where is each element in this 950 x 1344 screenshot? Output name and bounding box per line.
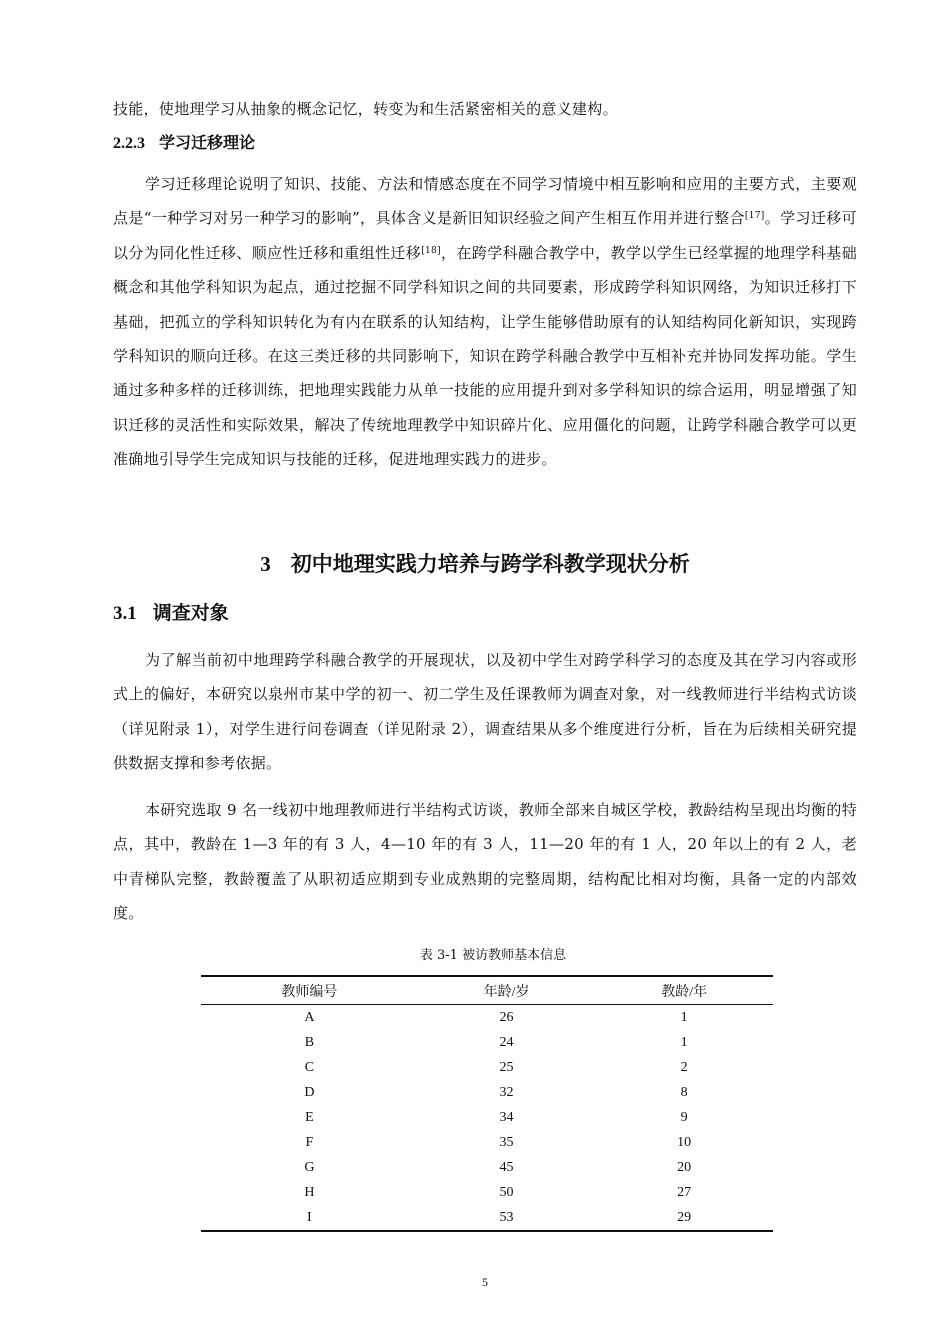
table-cell: I xyxy=(307,1209,312,1225)
table-cell: 24 xyxy=(499,1034,514,1050)
table-cell: 35 xyxy=(499,1134,514,1150)
table-cell: 29 xyxy=(677,1209,692,1225)
section-title: 学习迁移理论 xyxy=(159,133,256,152)
citation-ref: [17] xyxy=(744,211,765,222)
table-caption: 表 3-1 被访教师基本信息 xyxy=(419,948,567,963)
table-cell: 27 xyxy=(677,1184,692,1200)
table-cell: G xyxy=(304,1159,315,1175)
table-cell: 34 xyxy=(499,1109,514,1125)
section-heading-3-1 xyxy=(113,598,229,625)
table-cell: 25 xyxy=(499,1059,514,1075)
table-row xyxy=(201,1130,773,1155)
table-cell: 26 xyxy=(499,1009,514,1025)
table-row xyxy=(201,1080,773,1105)
section-number: 2.2.3 xyxy=(113,135,145,152)
chapter-heading-3 xyxy=(0,548,950,578)
table-cell: 10 xyxy=(677,1134,692,1150)
paragraph-transfer-theory xyxy=(113,167,857,477)
page-number: 5 xyxy=(482,1275,488,1289)
table-header-row xyxy=(201,976,773,1005)
section-title: 调查对象 xyxy=(152,602,229,624)
paragraph-text: ，在跨学科融合教学中，教学以学生已经掌握的地理学科基础概念和其他学科知识为起点，通过挖掘不同学科知识之间的共同要素，形成跨学科知识网络，为知识迁移打下基础，把孤立的学科知识转化为有内在联系的认知结构，让学生能够借助原有的认知结构同化新知识，实现跨学科知识的顺向迁移。在这三类迁移的共同影响下，知识在跨学科融合教学中互相补充并协同发挥功能。学生通过多种多样的迁移训练，把地理实践能力从单一技能的应用提升到对多学科知识的综合运用，明显增强了知识迁移的灵活性和实际效果，解决了传统地理教学中知识碎片化、应用僵化的问题，让跨学科融合教学可以更准确地引导学生完成知识与技能的迁移，促进地理实践力的进步。 xyxy=(113,243,857,469)
table-cell: 32 xyxy=(499,1084,514,1100)
column-header: 教师编号 xyxy=(281,984,338,1000)
paragraph-continuation: 技能，使地理学习从抽象的概念记忆，转变为和生活紧密相关的意义建构。 xyxy=(113,100,618,118)
table-cell: F xyxy=(305,1134,314,1150)
table-cell: 1 xyxy=(680,1034,688,1050)
table-cell: C xyxy=(304,1059,315,1075)
paragraph-text: 。学习迁移可以分为同化性迁移、顺应性迁移和重组性迁移 xyxy=(113,209,857,262)
table-cell: 1 xyxy=(680,1009,688,1025)
table-row xyxy=(201,1105,773,1130)
column-header: 教龄/年 xyxy=(661,984,708,1000)
table-cell: B xyxy=(304,1034,315,1050)
table-row xyxy=(201,1205,773,1231)
column-header: 年龄/岁 xyxy=(483,984,530,1000)
paragraph-text: 学习迁移理论说明了知识、技能、方法和情感态度在不同学习情境中相互影响和应用的主要方式，主要观点是“一种学习对另一种学习的影响”，具体含义是新旧知识经验之间产生相互作用并进行整合 xyxy=(113,175,857,228)
citation-ref: [18] xyxy=(421,245,441,256)
paragraph-teacher-interviews: 本研究选取 9 名一线初中地理教师进行半结构式访谈，教师全部来自城区学校，教龄结构呈现出均衡的特点，其中，教龄在 1—3 年的有 3 人，4—10 年的有 3 人，11—20 年的有 1 人，20 年以上的有 2 人，老中青梯队完整，教龄覆盖了从职初适应期到专业成熟期的完整周期，结构配比相对均衡，具备一定的内部效度。 xyxy=(113,801,857,923)
table-cell: 50 xyxy=(499,1184,514,1200)
section-number: 3.1 xyxy=(113,603,137,624)
table-cell: A xyxy=(304,1009,315,1025)
teacher-info-table xyxy=(201,975,773,1232)
table-cell: 8 xyxy=(680,1084,688,1100)
table-cell: 45 xyxy=(499,1159,514,1175)
section-heading-2-2-3 xyxy=(113,130,255,153)
table-cell: 53 xyxy=(499,1209,514,1225)
table-row xyxy=(201,1055,773,1080)
table-cell: 2 xyxy=(680,1059,688,1075)
table-row xyxy=(201,1030,773,1055)
table-row xyxy=(201,1155,773,1180)
chapter-title: 初中地理实践力培养与跨学科教学现状分析 xyxy=(290,552,690,576)
table-cell: H xyxy=(304,1184,315,1200)
table-cell: 9 xyxy=(680,1109,688,1125)
table-cell: 20 xyxy=(677,1159,692,1175)
table-row xyxy=(201,1180,773,1205)
table-cell: E xyxy=(305,1109,314,1125)
paragraph-survey-objects: 为了解当前初中地理跨学科融合教学的开展现状，以及初中学生对跨学科学习的态度及其在学习内容或形式上的偏好，本研究以泉州市某中学的初一、初二学生及任课教师为调查对象，对一线教师进行半结构式访谈（详见附录 1），对学生进行问卷调查（详见附录 2），调查结果从多个维度进行分析，旨在为后续相关研究提供数据支撑和参考依据。 xyxy=(113,651,857,773)
table-cell: D xyxy=(304,1084,315,1100)
chapter-number: 3 xyxy=(260,552,271,576)
table-row xyxy=(201,1005,773,1031)
